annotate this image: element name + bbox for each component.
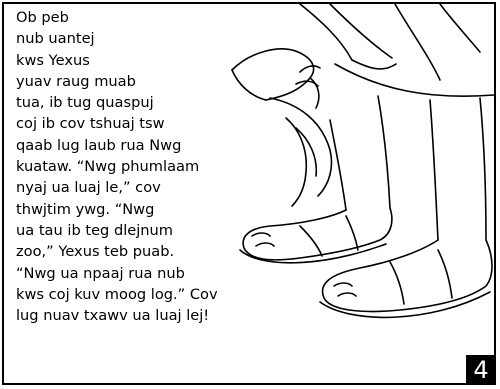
robe-hem (335, 64, 494, 96)
finger-line (300, 66, 320, 72)
leg-outline (480, 98, 486, 240)
story-text: Ob peb nub uantej kws Yexus yuav raug muab tua, ib tug quaspuj coj ib cov tshuaj tsw qaab lug laub rua Nwg kuataw. “Nwg phumlaam nyaj ua luaj le,” cov thwjtim ywg. “Nwg ua tau ib teg dlejnum zoo,” Yexus teb puab. “Nwg ua npaaj rua nub kws coj kuv moog log.” Cov lug nuav txawv ua luaj lej! (16, 9, 218, 325)
page-number: 4 (466, 355, 496, 385)
cloth-outline (286, 118, 306, 206)
sandal-strap (438, 250, 452, 298)
sandal-strap (346, 216, 358, 250)
robe-hem (352, 60, 396, 69)
toe-line (338, 293, 356, 296)
robe-fold-line (300, 4, 352, 60)
leg-outline (430, 100, 438, 240)
sandal-strap (300, 226, 322, 256)
foot-outline (323, 240, 493, 312)
sandal-sole (320, 292, 490, 317)
robe-fold-line (440, 4, 480, 52)
robe-fold-line (395, 4, 440, 80)
toe-line (334, 283, 352, 286)
leg-outline (330, 120, 346, 210)
sandal-strap (390, 262, 404, 304)
leg-outline (378, 96, 390, 208)
robe-fold-line (330, 4, 392, 58)
